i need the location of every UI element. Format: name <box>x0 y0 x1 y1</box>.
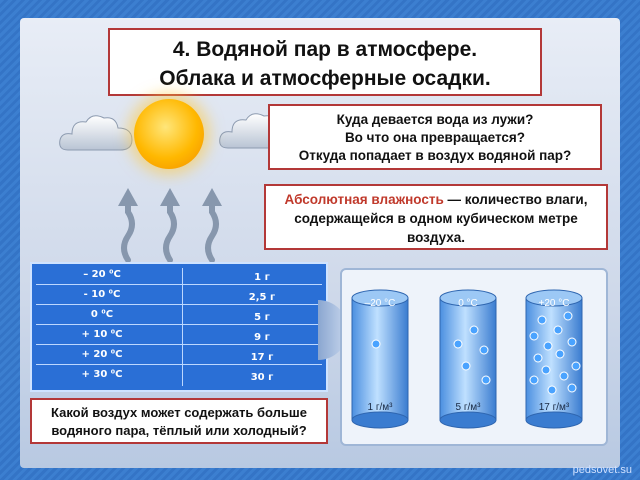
definition-text: — количество влаги, содержащейся в одном кубическом метре воздуха. <box>294 192 588 245</box>
table-temp: + 30 ⁰С <box>81 369 123 380</box>
sun-icon <box>134 99 204 169</box>
table-mass: 1 г <box>254 272 270 283</box>
table-mass: 30 г <box>250 372 274 383</box>
cylinder-1 <box>352 290 408 428</box>
definition-term: Абсолютная влажность <box>284 192 444 207</box>
title-line-2: Облака и атмосферные осадки. <box>159 67 491 90</box>
table-rule <box>36 344 322 345</box>
question-bottom-text: Какой воздух может содержать больше водяного пара, тёплый или холодный? <box>51 405 307 438</box>
question-box-top <box>268 104 602 170</box>
slide-title <box>108 28 542 96</box>
table-mass: 17 г <box>250 352 274 363</box>
watermark: pedsovet.su <box>572 464 632 476</box>
cylinder-3 <box>526 290 582 428</box>
cylinder-1-amount: 1 г/м³ <box>367 402 393 413</box>
table-mass: 5 г <box>254 312 270 323</box>
table-mass: 9 г <box>254 332 270 343</box>
cylinder-3-temp: +20 °C <box>538 298 570 309</box>
cloud-left-icon <box>58 110 134 154</box>
cylinder-2-temp: 0 °C <box>458 298 478 309</box>
cylinders-panel <box>340 268 608 446</box>
definition-box <box>264 184 608 250</box>
question-box-bottom <box>30 398 328 444</box>
cylinders-illustration <box>342 270 606 444</box>
table-temp: – 20 ⁰С <box>83 269 121 280</box>
table-temp: + 20 ⁰С <box>81 349 123 360</box>
table-rule <box>36 284 322 285</box>
table-mass: 2,5 г <box>248 292 276 303</box>
title-line-1: 4. Водяной пар в атмосфере. <box>172 38 478 61</box>
evaporation-arrows-icon <box>110 186 230 262</box>
table-temp: - 10 ⁰С <box>83 289 121 300</box>
cylinder-2-amount: 5 г/м³ <box>455 402 481 413</box>
cylinder-1-temp: –20 °C <box>364 298 396 309</box>
question-line-2: Во что она превращается? <box>344 130 526 145</box>
table-temp: + 10 ⁰С <box>81 329 123 340</box>
table-rule <box>36 304 322 305</box>
table-divider <box>182 268 183 386</box>
cylinder-3-amount: 17 г/м³ <box>538 402 570 413</box>
table-temp: 0 ⁰С <box>90 309 114 320</box>
table-rule <box>36 364 322 365</box>
question-line-3: Откуда попадает в воздух водяной пар? <box>298 148 572 163</box>
table-rule <box>36 324 322 325</box>
cylinder-2 <box>440 290 496 428</box>
humidity-table <box>30 262 328 392</box>
question-line-1: Куда девается вода из лужи? <box>336 112 534 127</box>
